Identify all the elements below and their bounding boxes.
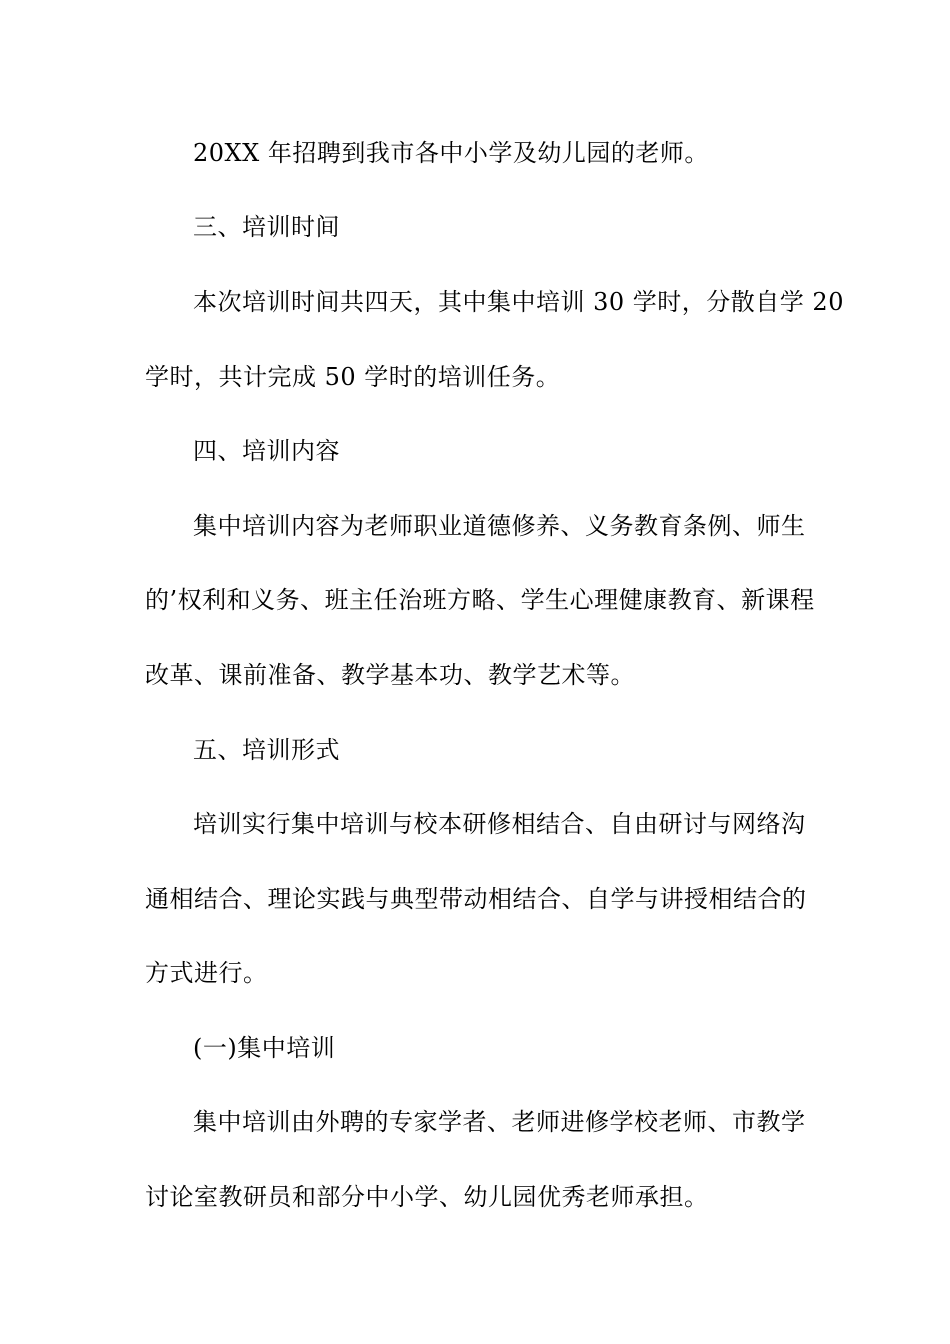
paragraph-line: 的’权利和义务、班主任治班方略、学生心理健康教育、新课程: [145, 586, 815, 614]
paragraph-line: 改革、课前准备、教学基本功、教学艺术等。: [145, 661, 635, 689]
section-heading-training-content: 四、培训内容: [193, 437, 340, 465]
paragraph-line: 本次培训时间共四天，其中集中培训 30 学时，分散自学 20: [193, 288, 844, 316]
paragraph-line: 集中培训由外聘的专家学者、老师进修学校老师、市教学: [193, 1108, 806, 1136]
paragraph-line: 集中培训内容为老师职业道德修养、义务教育条例、师生: [193, 512, 806, 540]
paragraph-line: 学时，共计完成 50 学时的培训任务。: [145, 363, 561, 391]
paragraph-line: 讨论室教研员和部分中小学、幼儿园优秀老师承担。: [145, 1183, 709, 1211]
paragraph-line: 培训实行集中培训与校本研修相结合、自由研讨与网络沟: [193, 810, 806, 838]
section-heading-training-time: 三、培训时间: [193, 213, 340, 241]
subsection-heading-centralized-training: (一)集中培训: [193, 1034, 336, 1062]
section-heading-training-form: 五、培训形式: [193, 736, 340, 764]
paragraph-line: 通相结合、理论实践与典型带动相结合、自学与讲授相结合的: [145, 885, 807, 913]
paragraph-line: 20XX 年招聘到我市各中小学及幼儿园的老师。: [193, 139, 709, 167]
paragraph-line: 方式进行。: [145, 959, 268, 987]
